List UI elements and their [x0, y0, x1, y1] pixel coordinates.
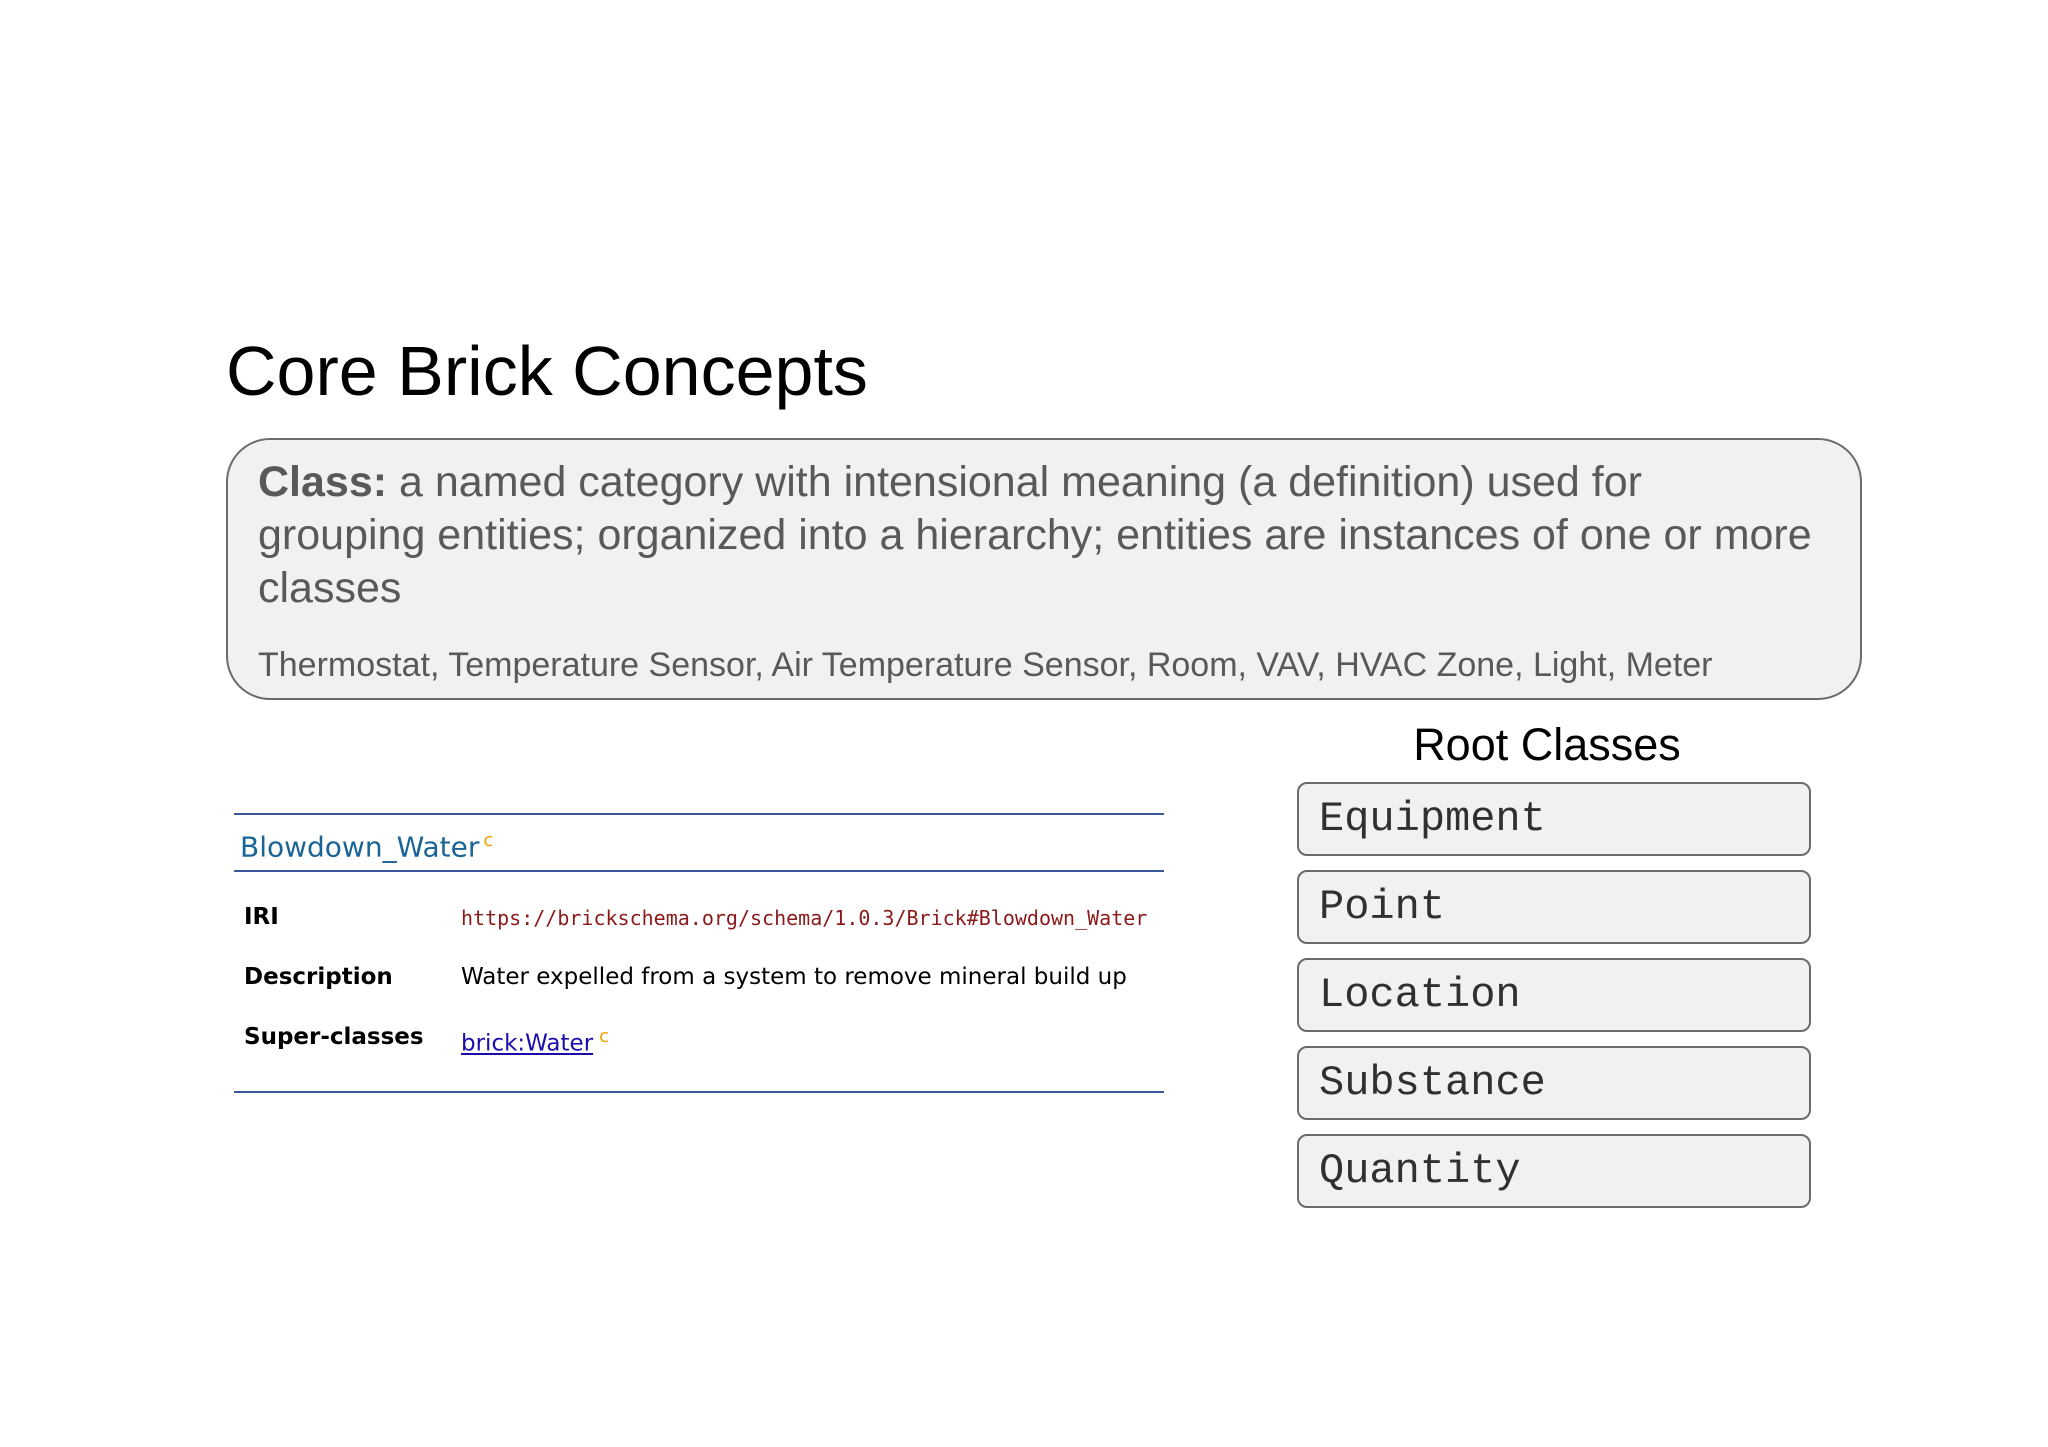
iri-label: IRI — [244, 904, 279, 930]
doc-bottom-divider — [234, 1091, 1164, 1093]
class-marker-icon: c — [483, 830, 494, 851]
root-classes-title: Root Classes — [1413, 719, 1681, 770]
root-class-label: Point — [1319, 883, 1446, 931]
root-class-label: Quantity — [1319, 1147, 1521, 1195]
description-label: Description — [244, 964, 393, 990]
root-class-location — [1297, 958, 1811, 1032]
root-class-quantity — [1297, 1134, 1811, 1208]
class-name: Blowdown_Water — [240, 830, 480, 864]
superclass-link[interactable]: brick:Water — [461, 1030, 594, 1057]
class-definition-box — [226, 438, 1862, 700]
root-class-label: Location — [1319, 971, 1521, 1019]
iri-value: https://brickschema.org/schema/1.0.3/Brick#Blowdown_Water — [461, 906, 1148, 930]
doc-top-divider — [234, 813, 1164, 815]
class-definition-text — [258, 456, 1818, 615]
root-class-label: Equipment — [1319, 795, 1546, 843]
class-doc-title — [240, 830, 494, 864]
superclasses-label: Super-classes — [244, 1024, 424, 1050]
definition-term: Class: — [258, 458, 388, 506]
superclass-marker-icon: c — [599, 1026, 610, 1047]
root-class-equipment — [1297, 782, 1811, 856]
root-class-point — [1297, 870, 1811, 944]
slide-title: Core Brick Concepts — [226, 332, 868, 410]
description-value: Water expelled from a system to remove mineral build up — [461, 964, 1127, 990]
superclasses-value — [461, 1028, 609, 1056]
class-examples: Thermostat, Temperature Sensor, Air Temperature Sensor, Room, VAV, HVAC Zone, Light, Meter — [258, 646, 1713, 684]
doc-header-divider — [234, 870, 1164, 872]
root-class-substance — [1297, 1046, 1811, 1120]
definition-body: a named category with intensional meaning (a definition) used for grouping entities; organized into a hierarchy; entities are instances of one or more classes — [258, 458, 1812, 612]
root-class-label: Substance — [1319, 1059, 1546, 1107]
